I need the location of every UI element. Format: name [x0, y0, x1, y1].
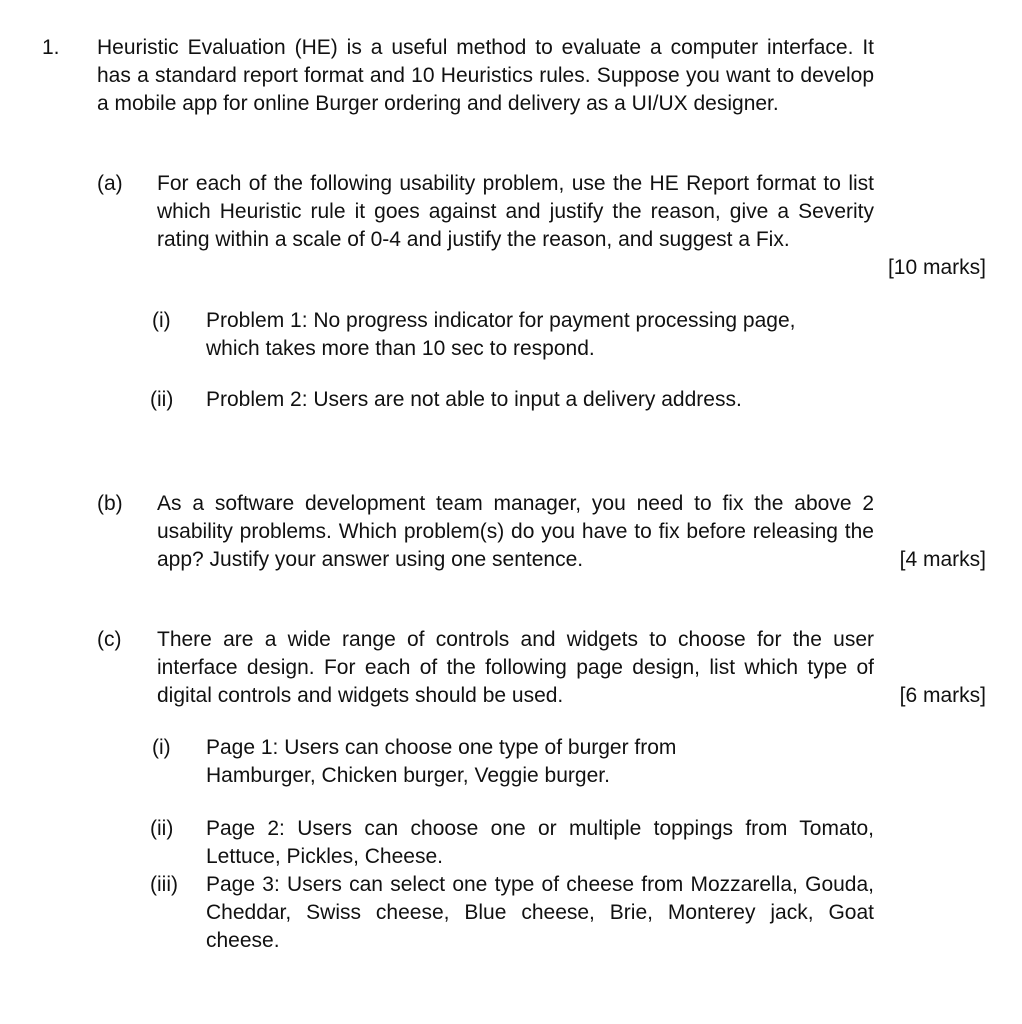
part-b-label: (b): [97, 492, 123, 515]
part-a-label: (a): [97, 172, 123, 195]
part-c-item-1-label: (i): [152, 736, 171, 759]
part-a-marks: [10 marks]: [887, 256, 986, 279]
part-c-item-3-text: Page 3: Users can select one type of cheese from Mozzarella, Gouda, Cheddar, Swiss cheese, Blue cheese, Brie, Monterey jack, Goat cheese.: [206, 873, 874, 952]
part-c-item-2-text: Page 2: Users can choose one or multiple toppings from Tomato, Lettuce, Pickles, Cheese.: [206, 817, 874, 868]
part-c-item-3-label: (iii): [150, 873, 178, 896]
part-b-text: As a software development team manager, you need to fix the above 2 usability problems. Which problem(s) do you have to fix before releasing the app? Justify your answer using one sentence.: [157, 492, 874, 571]
part-c-item-1-text: Page 1: Users can choose one type of burger from Hamburger, Chicken burger, Veggie burger.: [206, 736, 677, 787]
question-number: 1.: [42, 36, 60, 59]
part-a-item-1-text: Problem 1: No progress indicator for payment processing page, which takes more than 10 sec to respond.: [206, 309, 796, 360]
part-c-label: (c): [97, 628, 122, 651]
part-a-item-2-text: Problem 2: Users are not able to input a delivery address.: [206, 388, 742, 411]
part-c-text: There are a wide range of controls and widgets to choose for the user interface design. For each of the following page design, list which type of digital controls and widgets should be used.: [157, 628, 874, 707]
part-c-item-2-label: (ii): [150, 817, 174, 840]
part-c-marks: [6 marks]: [899, 684, 986, 707]
question-intro: Heuristic Evaluation (HE) is a useful method to evaluate a computer interface. It has a standard report format and 10 Heuristics rules. Suppose you want to develop a mobile app for online Burger ordering and delivery as a UI/UX designer.: [97, 36, 874, 115]
part-a-item-2-label: (ii): [150, 388, 174, 411]
part-a-item-1-label: (i): [152, 309, 171, 332]
part-b-marks: [4 marks]: [899, 548, 986, 571]
part-a-text: For each of the following usability problem, use the HE Report format to list which Heuristic rule it goes against and justify the reason, give a Severity rating within a scale of 0-4 and justify the reason, and suggest a Fix.: [157, 172, 874, 251]
